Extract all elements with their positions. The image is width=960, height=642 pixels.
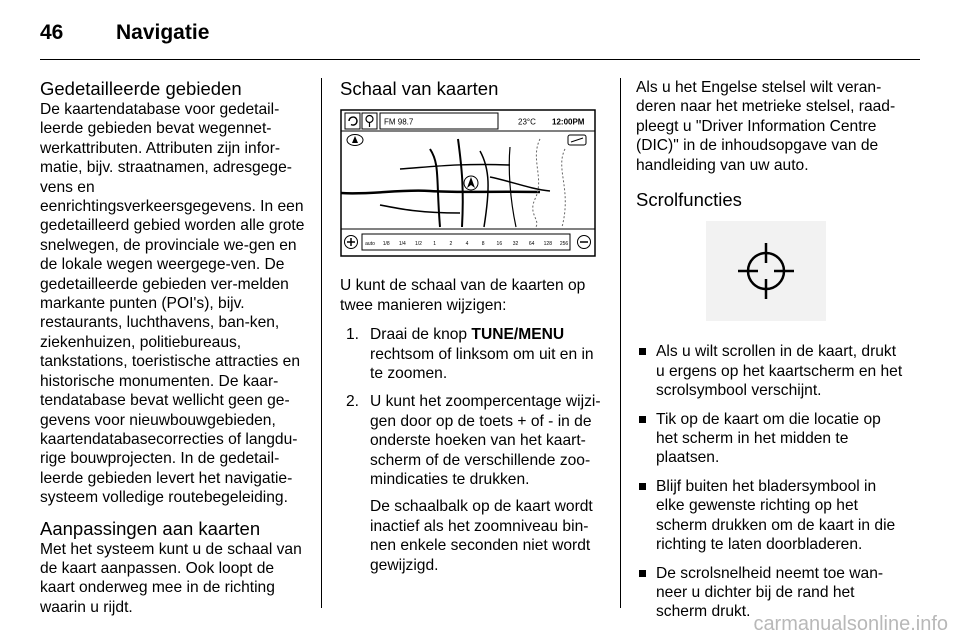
bullet-text: De scrolsnelheid neemt toe wan-neer u dichter bij de rand het scherm drukt. — [656, 564, 884, 621]
step-number: 1. — [346, 326, 360, 344]
zoom-scale-label: 1/8 — [382, 241, 390, 247]
refresh-button — [345, 113, 360, 129]
list-item — [636, 410, 904, 468]
crosshair-icon — [706, 221, 826, 321]
bullet-square-icon — [639, 570, 646, 577]
zoom-scale-label: 4 — [465, 241, 469, 247]
column-divider-2 — [620, 78, 621, 608]
zoom-scale-label: 1 — [433, 241, 437, 247]
column-left — [40, 78, 306, 627]
column-right — [636, 78, 904, 631]
scroll-crosshair-figure — [706, 221, 904, 326]
zoom-scale-label: 16 — [496, 241, 503, 247]
zoom-scale-label: 64 — [528, 241, 535, 247]
zoom-scale-label: 8 — [481, 241, 485, 247]
map-screen-illustration — [340, 109, 596, 257]
step-number: 2. — [346, 393, 360, 411]
step-subnote: De schaalbalk op de kaart wordt inactief als het zoomniveau bin-nen enkele seconden niet wordt gewijzigd. — [370, 498, 593, 574]
list-item — [346, 392, 602, 575]
map-screen-figure — [340, 109, 602, 262]
step-knob-name: TUNE/MENU — [471, 326, 565, 344]
header-rule — [40, 59, 920, 60]
clock-text: 12:00PM — [552, 117, 585, 127]
zoom-scale-label: 1/2 — [415, 241, 422, 247]
bullet-text: Blijf buiten het bladersymbool in elke gewenste richting op het scherm drukken om de kaart in die richting te laten doorbladeren. — [656, 477, 896, 554]
watermark: carmanualsonline.info — [753, 613, 948, 635]
step-text-pre: Draai de knop — [370, 326, 472, 344]
zoom-scale-label: 1/4 — [398, 241, 406, 247]
scale-steps-list — [340, 325, 602, 575]
paragraph-units: Als u het Engelse stelsel wilt veran-deren naar het metrieke stelsel, raad-pleegt u "Driver Information Centre (DIC)" in de inhoudsopgave van de handleiding van uw auto. — [636, 79, 896, 174]
page-header — [40, 18, 209, 48]
zoom-scale-label: 2 — [449, 241, 453, 247]
zoom-scale-label: auto — [365, 241, 375, 247]
step-text: U kunt het zoompercentage wijzi-gen door op de toets + of - in de onderste hoeken van het kaart-scherm of de verschillende zoo-mindicaties te drukken. — [370, 393, 601, 489]
page-number: 46 — [40, 21, 64, 44]
list-item — [346, 325, 602, 383]
paragraph-scale-intro: U kunt de schaal van de kaarten op twee manieren wijzigen: — [340, 277, 586, 314]
heading-map-scale: Schaal van kaarten — [340, 78, 499, 99]
bullet-square-icon — [639, 483, 646, 490]
column-divider-1 — [321, 78, 322, 608]
bullet-text: Tik op de kaart om die locatie op het scherm in het midden te plaatsen. — [656, 410, 881, 467]
heading-scroll-functions: Scrolfuncties — [636, 189, 742, 211]
zoom-scale-label: 128 — [543, 241, 553, 247]
bullet-square-icon — [639, 348, 646, 355]
list-item — [636, 477, 904, 555]
list-item — [636, 342, 904, 400]
temperature-text: 23°C — [518, 117, 536, 127]
bullet-text: Als u wilt scrollen in de kaart, drukt u ergens op het kaartscherm en het scrolsymbool verschijnt. — [656, 343, 903, 400]
page-title: Navigatie — [116, 21, 210, 44]
paragraph-map-adjustments: Met het systeem kunt u de schaal van de kaart aanpassen. Ook loopt de kaart onderweg mee in de richting waarin u rijdt. — [40, 540, 302, 616]
column-middle — [340, 78, 602, 584]
heading-map-adjustments: Aanpassingen aan kaarten — [40, 517, 261, 539]
bullet-square-icon — [639, 416, 646, 423]
step-text-post: rechtsom of linksom om uit en in te zoomen. — [370, 345, 594, 383]
station-text: FM 98.7 — [384, 117, 414, 127]
zoom-scale-label: 256 — [559, 241, 569, 247]
scroll-bullets-list — [636, 342, 904, 621]
paragraph-detailed-areas: De kaartendatabase voor gedetail-leerde gebieden bevat wegennet-werkattributen. Attributen zijn infor-matie, bijv. straatnamen, adresgege-vens en eenrichtingsverkeersgegevens. In een gedetailleerd gebied worden alle grote snelwegen, de provinciale we-gen en de lokale wegen weergege-ven. De gedetailleerde gebieden ver-melden markante punten (POI's), bijv. restaurants, luchthavens, ban-ken, ziekenhuizen, politiebureaus, tankstations, toeristische attracties en historische monumenten. De kaar-tendatabase bevat wellicht geen ge-gevens voor nieuwbouwgebieden, kaartendatabasecorrecties of langdu-rige bouwprojecten. In de gedetail-leerde gebieden levert het navigatie-systeem volledige routebegeleiding. — [40, 101, 305, 507]
heading-detailed-areas: Gedetailleerde gebieden — [40, 78, 242, 99]
zoom-scale-label: 32 — [512, 241, 519, 247]
